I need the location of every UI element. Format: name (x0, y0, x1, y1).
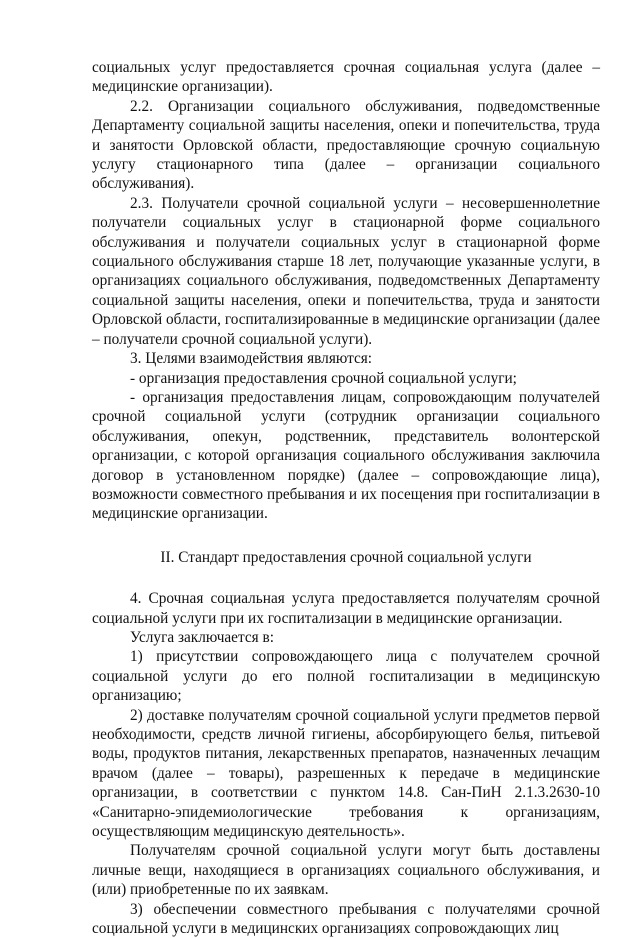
text-block-top (92, 58, 600, 524)
paragraph: 2.3. Получатели срочной социальной услуги – несовершеннолетние получатели социальных услуг в стационарной форме социального обслуживания и получатели социальных услуг в стационарной форме социального обслуживания старше 18 лет, получающие указанные услуги, в организациях социального обслуживания, подведомственных Департаменту социальной защиты населения, опеки и попечительства, труда и занятости Орловской области, госпитализированные в медицинские организации (далее – получатели срочной социальной услуги). (92, 194, 600, 348)
paragraph: - организация предоставления срочной социальной услуги; (130, 369, 517, 387)
paragraph: 3. Целями взаимодействия являются: (130, 350, 373, 368)
paragraph: 4. Срочная социальная услуга предоставляется получателям срочной социальной услуги при их госпитализации в медицинские организации. (92, 590, 600, 627)
paragraph: - организация предоставления лицам, сопровождающим получателей срочной социальной услуги (сотрудник организации социального обслуживания, опекун, родственник, представитель волонтерской организации, с которой организация социального обслуживания заключила договор в установленном порядке) (далее – сопровождающие лица), возможности совместного пребывания и их посещения при госпитализации в медицинские организации. (92, 388, 600, 523)
section-heading: II. Стандарт предоставления срочной социальной услуги (160, 548, 532, 566)
paragraph: Услуга заключается в: (130, 628, 274, 646)
paragraph: 1) присутствии сопровождающего лица с получателем срочной социальной услуги до его полной госпитализации в медицинскую организацию; (92, 648, 600, 705)
paragraph: 2.2. Организации социального обслуживания, подведомственные Департаменту социальной защиты населения, опеки и попечительства, труда и занятости Орловской области, предоставляющие срочную социальную услугу стационарного типа (далее – организации социального обслуживания). (92, 97, 600, 193)
paragraph: социальных услуг предоставляется срочная социальная услуга (далее – медицинские организации). (92, 59, 600, 96)
text-block-bottom (92, 589, 600, 938)
paragraph: 3) обеспечении совместного пребывания с получателями срочной социальной услуги в медицинских организациях сопровождающих лиц (92, 900, 600, 938)
paragraph: 2) доставке получателям срочной социальной услуги предметов первой необходимости, средств личной гигиены, абсорбирующего белья, питьевой воды, продуктов питания, лекарственных препаратов, назначенных лечащим врачом (далее – товары), разрешенных к передаче в медицинские организации, в соответствии с пунктом 14.8. Сан-ПиН 2.1.3.2630-10 «Санитарно-эпидемиологические требования к организациям, осуществляющим медицинскую деятельность». (92, 706, 600, 841)
paragraph: Получателям срочной социальной услуги могут быть доставлены личные вещи, находящиеся в организациях социального обслуживания, и (или) приобретенные по их заявкам. (92, 842, 600, 899)
